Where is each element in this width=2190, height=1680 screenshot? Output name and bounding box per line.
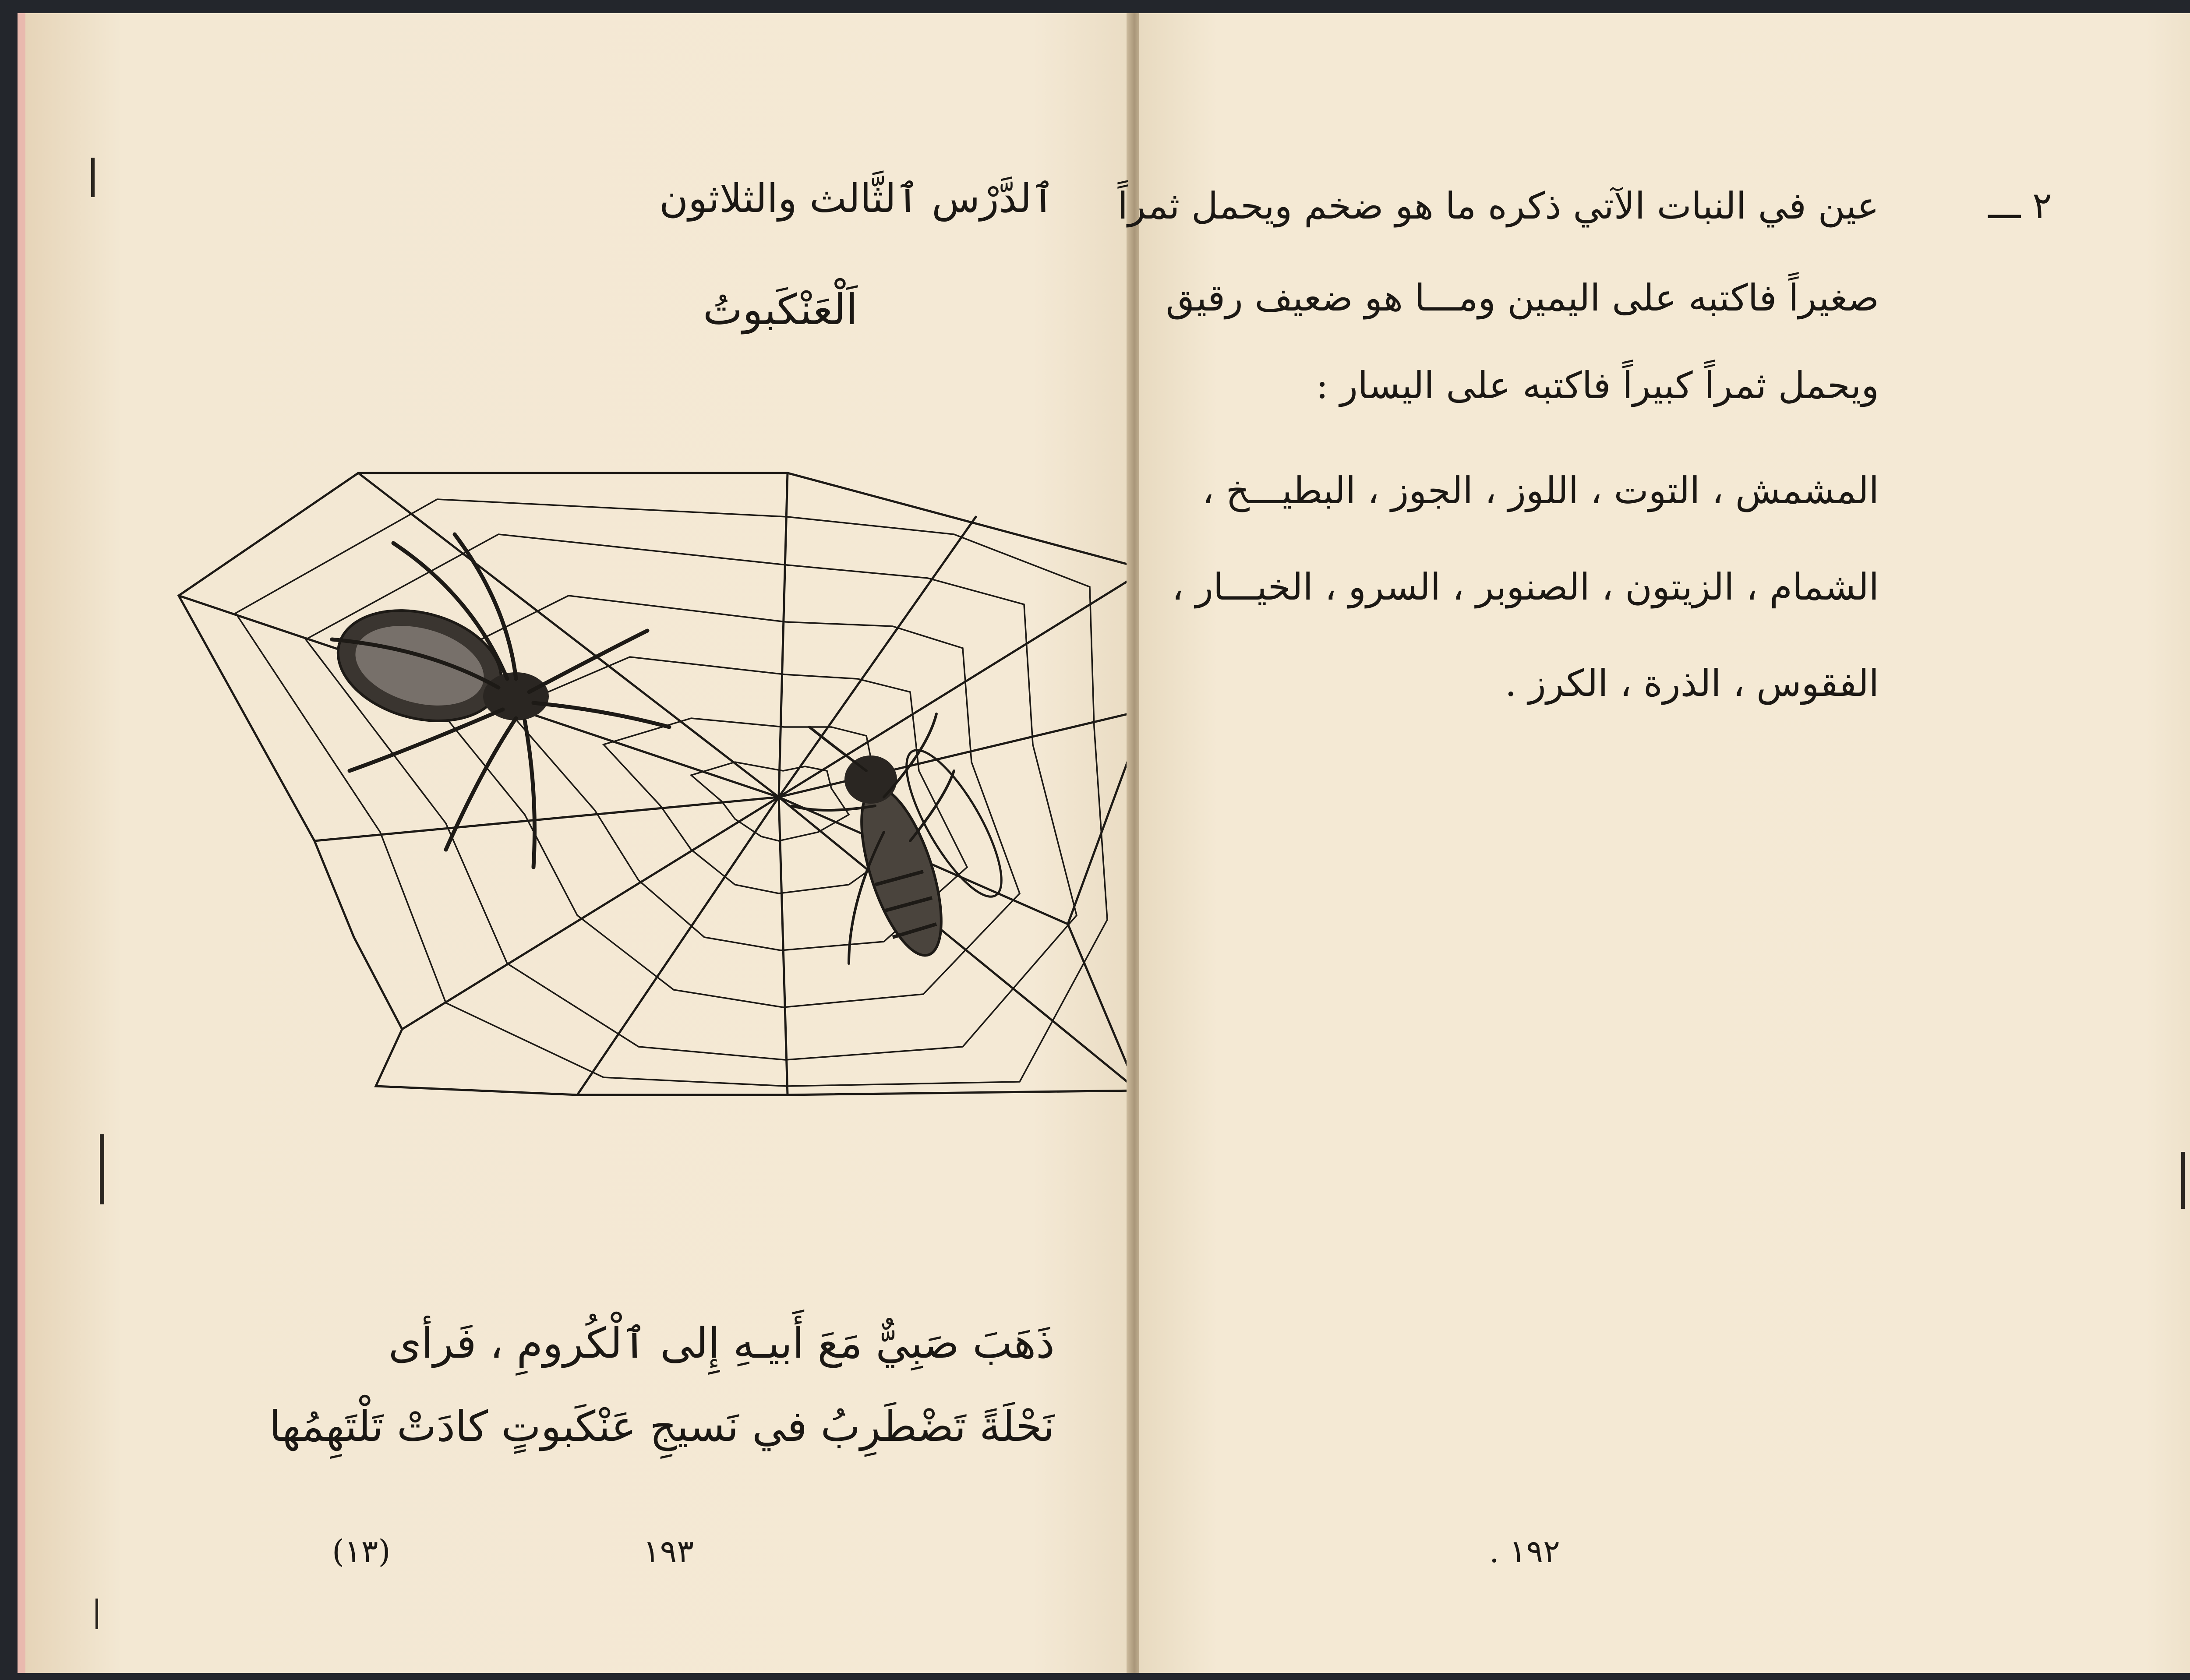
right-page — [1117, 13, 2190, 1673]
left-page — [18, 13, 1138, 1673]
exercise-line-3: ويحمل ثمراً كبيراً فاكتبه على اليسار : — [1316, 364, 1879, 407]
exercise-line-1: عين في النبات الآتي ذكره ما هو ضخم ويحمل ثمراً — [1117, 184, 1879, 227]
page-number-right: ١٩٢ . — [1489, 1533, 1560, 1570]
bee-icon — [792, 714, 1018, 964]
web-spiral — [236, 499, 1107, 1086]
signature-mark: (١٣) — [332, 1533, 391, 1570]
margin-mark — [2181, 1152, 2185, 1209]
page-number-left: ١٩٣ — [643, 1533, 694, 1570]
story-line-2: نَحْلَةً تَضْطَرِبُ في نَسيجِ عَنْكَبوتٍ كادَتْ تَلْتَهِمُها — [269, 1402, 1055, 1451]
exercise-number: ٢ ـــ — [1988, 184, 2052, 227]
exercise-line-5: الشمام ، الزيتون ، الصنوبر ، السرو ، الخيـــار ، — [1172, 565, 1879, 608]
open-book — [18, 13, 2190, 1673]
spider-web-illustration — [166, 464, 1164, 1112]
margin-mark — [91, 158, 95, 197]
lesson-title: اَلْعَنْكَبوتُ — [703, 285, 858, 334]
spider-icon — [325, 534, 669, 867]
exercise-line-4: المشمش ، التوت ، اللوز ، الجوز ، البطيـــخ ، — [1202, 469, 1879, 512]
lesson-heading: ٱلدَّرْس ٱلثَّالث والثلاثون — [659, 176, 1055, 222]
margin-mark — [100, 1134, 104, 1204]
margin-mark — [95, 1599, 98, 1629]
story-line-1: ذَهَبَ صَبِيٌّ مَعَ أَبيـهِ إِلى ٱلْكُرومِ ، فَرأى — [388, 1319, 1055, 1368]
exercise-line-6: الفقوس ، الذرة ، الكرز . — [1505, 662, 1879, 705]
exercise-line-2: صغيراً فاكتبه على اليمين ومـــا هو ضعيف رقيق — [1166, 276, 1879, 319]
